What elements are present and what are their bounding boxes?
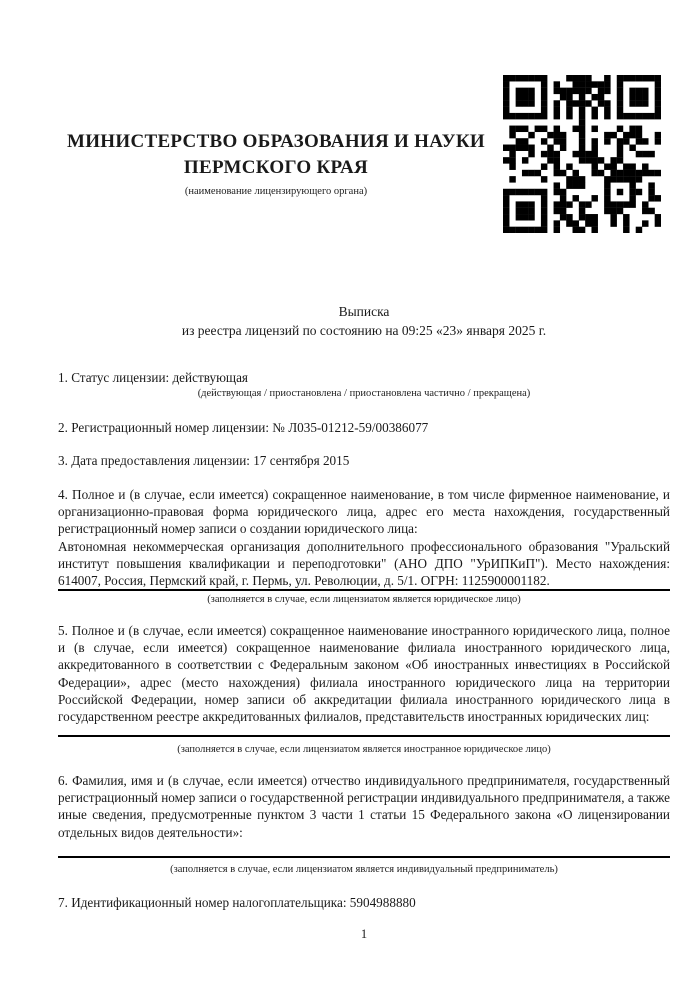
authority-name-line1: МИНИСТЕРСТВО ОБРАЗОВАНИЯ И НАУКИ xyxy=(66,131,486,152)
separator-line-item5 xyxy=(58,735,670,737)
item-5-caption: (заполняется в случае, если лицензиатом является иностранное юридическое лицо) xyxy=(177,744,551,755)
authority-name-line2: ПЕРМСКОГО КРАЯ xyxy=(183,157,369,178)
item-4-label: 4. Полное и (в случае, если имеется) сокращенное наименование, в том числе фирменное наименование, и организационно-правовая форма юридического лица, адрес его места нахождения, государственный регистрационный номер записи о создании юридического лица: xyxy=(58,487,670,537)
item-6-label: 6. Фамилия, имя и (в случае, если имеется) отчество индивидуального предпринимателя, государственный регистрационный номер записи о государственной регистрации индивидуального предпринимателя, а также иные сведения, предусмотренные пунктом 3 части 1 статьи 15 Федерального закона «О лицензировании отдельных видов деятельности»: xyxy=(58,773,670,840)
item-7-taxpayer-number: 7. Идентификационный номер налогоплательщика: 5904988880 xyxy=(58,895,416,910)
separator-line-item6 xyxy=(58,856,670,858)
authority-caption: (наименование лицензирующего органа) xyxy=(184,186,368,197)
qr-code-icon xyxy=(503,75,661,233)
extract-title xyxy=(58,303,670,340)
item-4-value: Автономная некоммерческая организация дополнительного профессионального образования "Уральский институт повышения квалификации и переподготовки" (АНО ДПО "УрИПКиП"). Место нахождения: 614007, Россия, Пермский край, г. Пермь, ул. Революции, д. 5/1. ОГРН: 1125900001182. xyxy=(58,538,670,589)
extract-title-line2: из реестра лицензий по состоянию на 09:25 «23» января 2025 г. xyxy=(181,322,547,338)
item-4-legal-entity xyxy=(58,486,670,589)
item-3-grant-date: 3. Дата предоставления лицензии: 17 сентября 2015 xyxy=(58,453,350,468)
item-2-registration-number: 2. Регистрационный номер лицензии: № Л035-01212-59/00386077 xyxy=(58,420,429,435)
item-5-label: 5. Полное и (в случае, если имеется) сокращенное наименование иностранного юридического лица, полное и (в случае, если имеется) сокращенное наименование филиала иностранного юридического лица, аккредитованного в соответствии с Федеральным законом «Об иностранных инвестициях в Российской Федерации», адрес (место нахождения) филиала иностранного юридического лица на территории Российской Федерации, номер записи об аккредитации филиала иностранного юридического лица в государственном реестре аккредитованных филиалов, представительств иностранных юридических лиц: xyxy=(58,623,670,725)
extract-title-line1: Выписка xyxy=(338,304,390,319)
item-1-caption: (действующая / приостановлена / приостановлена частично / прекращена) xyxy=(197,388,531,399)
item-6-individual-entrepreneur xyxy=(58,772,670,841)
page-number: 1 xyxy=(360,927,368,941)
licensing-authority-header xyxy=(58,129,494,198)
item-6-caption: (заполняется в случае, если лицензиатом является индивидуальный предприниматель) xyxy=(170,864,558,875)
item-1-license-status: 1. Статус лицензии: действующая xyxy=(58,370,249,385)
item-5-foreign-entity xyxy=(58,622,670,725)
separator-line-item4 xyxy=(58,589,670,591)
item-4-caption: (заполняется в случае, если лицензиатом является юридическое лицо) xyxy=(207,594,521,605)
